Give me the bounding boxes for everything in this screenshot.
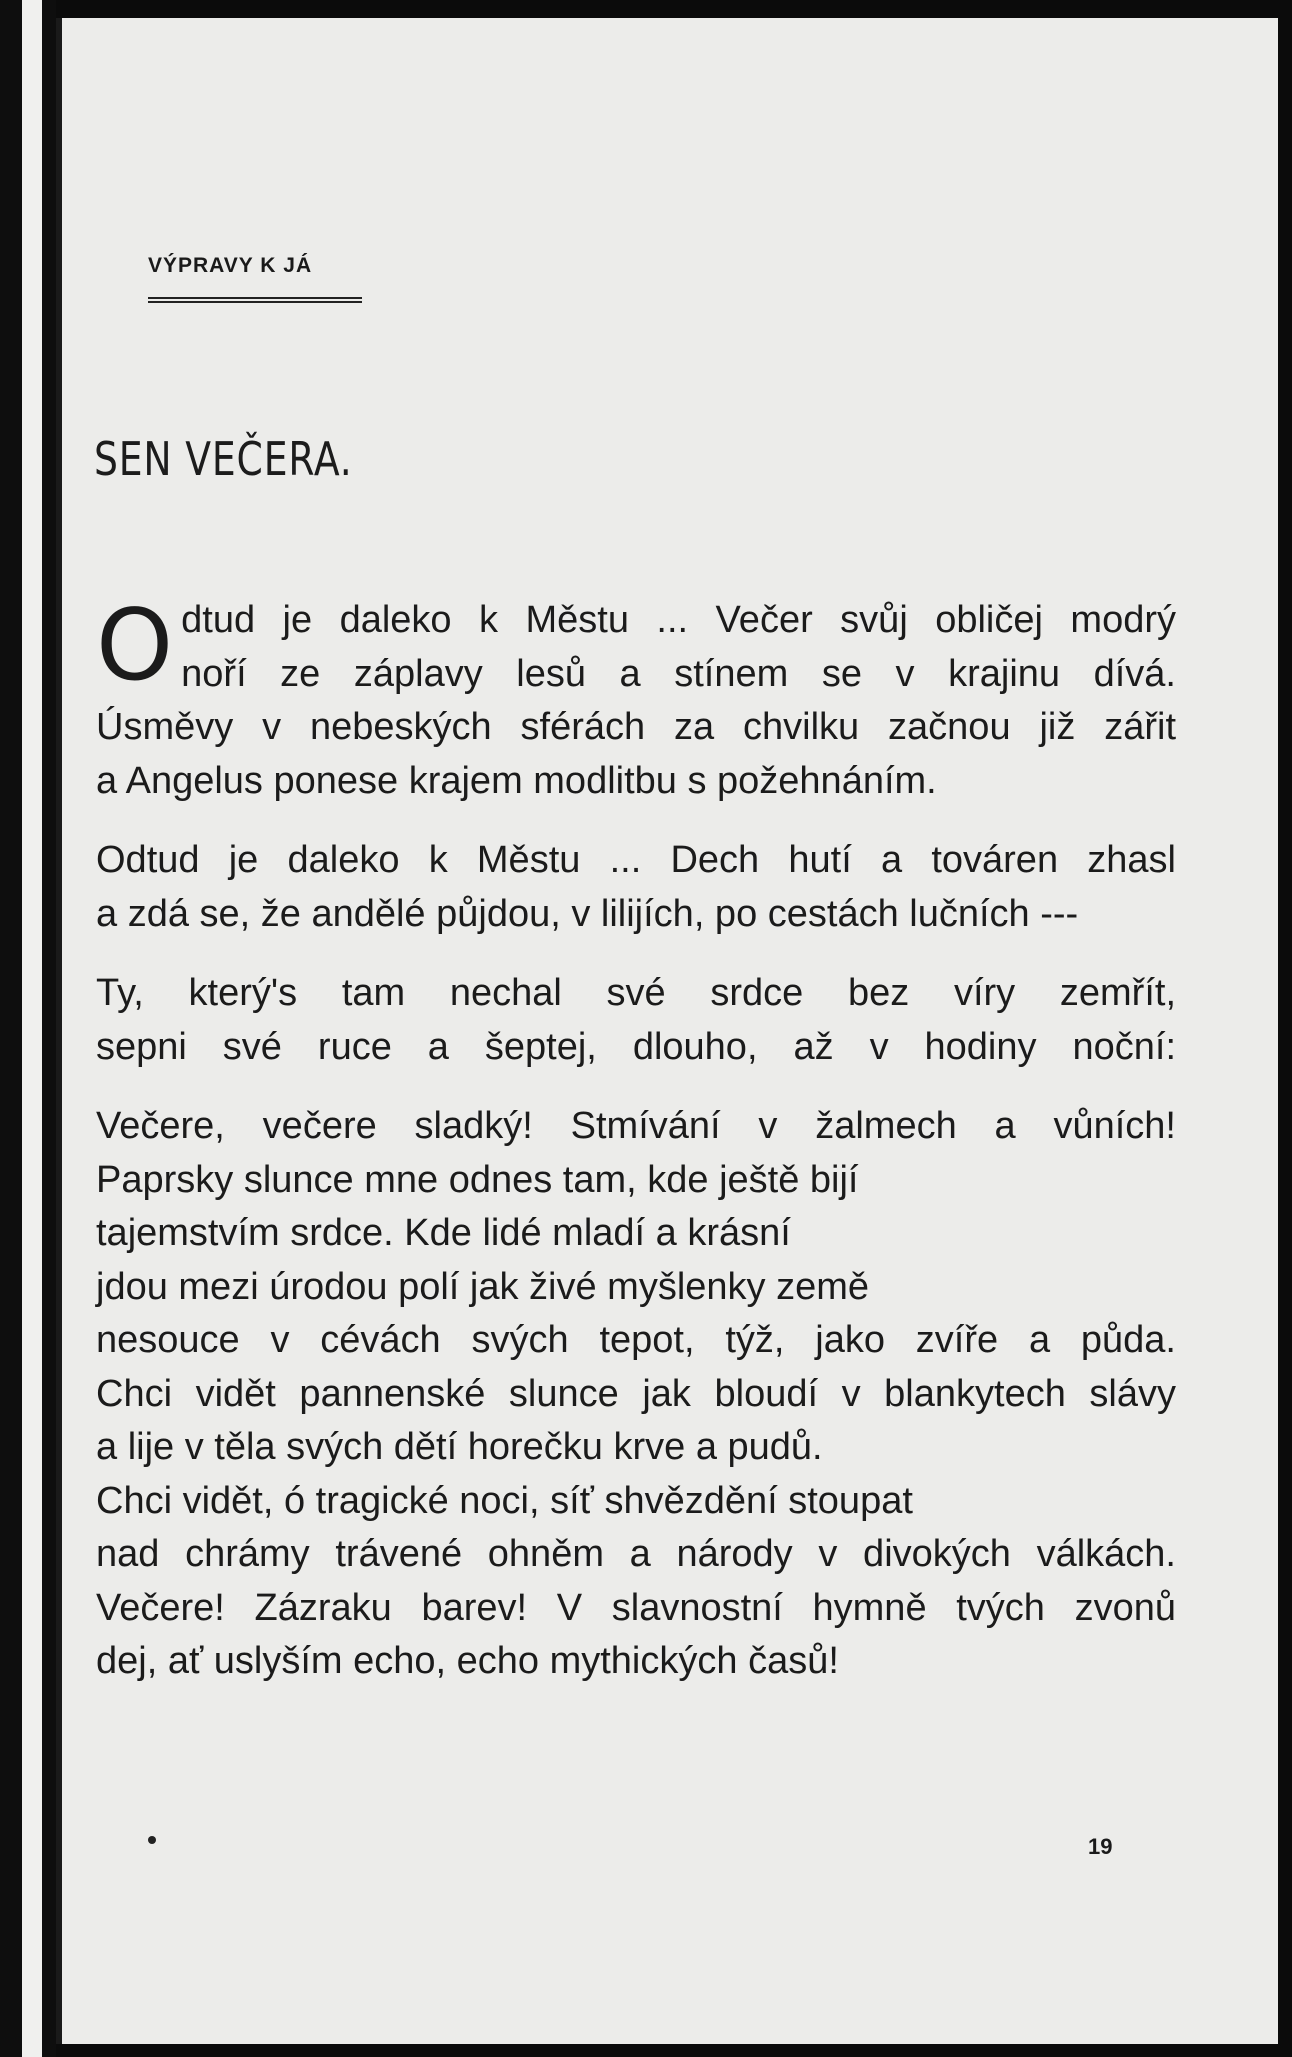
header-rule <box>148 297 362 303</box>
poem-line: Úsměvy v nebeských sférách za chvilku začnou již zářit <box>96 706 1176 748</box>
previous-page-edge <box>22 0 42 2057</box>
page-number: 19 <box>1088 1834 1113 1859</box>
stanza-1 <box>96 589 1176 808</box>
poem-line: nesouce v cévách svých tepot, týž, jako zvíře a půda. <box>96 1319 1176 1361</box>
poem-line: nad chrámy trávené ohněm a národy v divokých válkách. <box>96 1533 1176 1575</box>
poem-line: dej, ať uslyším echo, echo mythických časů! <box>96 1640 839 1682</box>
poem-line: a lije v těla svých dětí horečku krve a pudů. <box>96 1426 823 1468</box>
poem-line: Ty, který's tam nechal své srdce bez víry zemřít, <box>96 972 1176 1014</box>
poem-line: Paprsky slunce mne odnes tam, kde ještě bijí <box>96 1158 859 1201</box>
poem-line: noří ze záplavy lesů a stínem se v krajinu dívá. <box>181 652 1176 695</box>
poem-line: Večere! Zázraku barev! V slavnostní hymně tvých zvonů <box>96 1586 1176 1629</box>
poem-line: Chci vidět pannenské slunce jak bloudí v blankytech slávy <box>96 1372 1176 1415</box>
poem-line: Odtud je daleko k Městu ... Dech hutí a továren zhasl <box>96 839 1176 881</box>
poem-line: Chci vidět, ó tragické noci, síť shvězdění stoupat <box>96 1479 913 1522</box>
poem-line: sepni své ruce a šeptej, dlouho, až v hodiny noční: <box>96 1025 1176 1068</box>
drop-cap: O <box>96 589 174 703</box>
poem-line: Večere, večere sladký! Stmívání v žalmech a vůních! <box>96 1105 1176 1147</box>
stanza-2 <box>96 834 1176 941</box>
poem-title: SEN VEČERA. <box>94 432 353 486</box>
poem-line: tajemstvím srdce. Kde lidé mladí a krásní <box>96 1212 791 1254</box>
poem-line: a Angelus ponese krajem modlitbu s požehnáním. <box>96 759 937 802</box>
running-header: VÝPRAVY K JÁ <box>148 254 313 277</box>
poem-line: a zdá se, že andělé půjdou, v lilijích, po cestách lučních --- <box>96 892 1079 935</box>
stanza-4 <box>96 1100 1176 1689</box>
ink-speck <box>148 1836 156 1844</box>
stanza-3 <box>96 967 1176 1074</box>
poem-line: dtud je daleko k Městu ... Večer svůj obličej modrý <box>181 599 1176 641</box>
poem-line: jdou mezi úrodou polí jak živé myšlenky země <box>96 1265 870 1308</box>
poem-body <box>96 589 1176 1689</box>
